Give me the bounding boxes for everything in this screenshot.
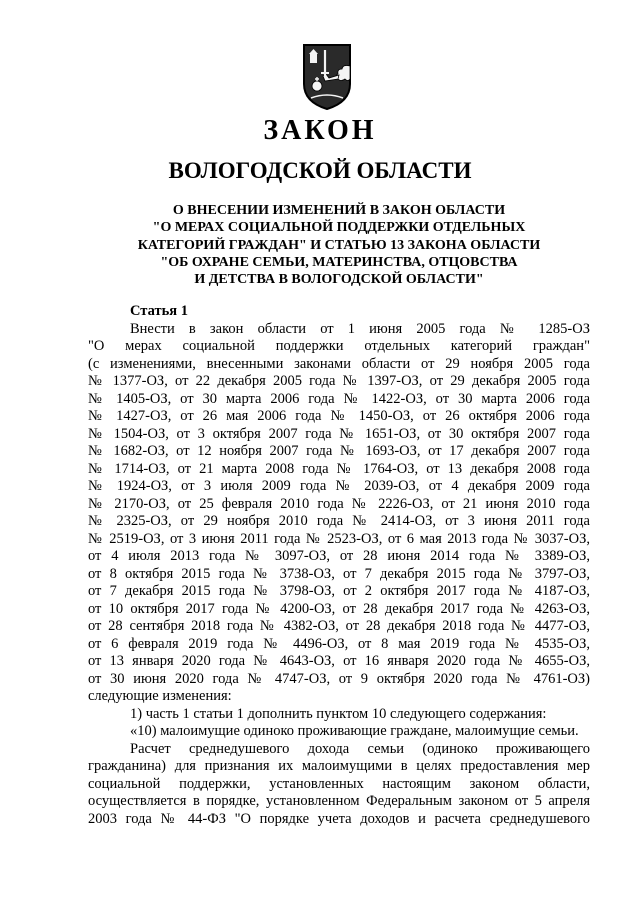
text-line: № 1504-ОЗ, от 3 октября 2007 года № 1651-ОЗ, от 30 октября 2007 года [88,425,590,442]
text-line: Расчет среднедушевого дохода семьи (одиноко проживающего [130,740,590,757]
heading-line: "ОБ ОХРАНЕ СЕМЬИ, МАТЕРИНСТВА, ОТЦОВСТВА [160,254,518,270]
text-line: гражданина) для признания их малоимущими в целях предоставления мер [88,758,590,774]
article-label: Статья 1 [130,303,188,319]
heading-line: "О МЕРАХ СОЦИАЛЬНОЙ ПОДДЕРЖКИ ОТДЕЛЬНЫХ [152,220,526,236]
text-line: № 1427-ОЗ, от 26 мая 2006 года № 1450-ОЗ, от 26 октября 2006 года [88,408,590,424]
coat-of-arms-icon [301,42,353,112]
text-line: от 7 декабря 2015 года № 3798-ОЗ, от 2 октября 2017 года № 4187-ОЗ, [88,583,590,599]
text-line: социальной поддержки, установленных настоящим законом области, [88,775,590,792]
text-line: № 1405-ОЗ, от 30 марта 2006 года № 1422-ОЗ, от 30 марта 2006 года [88,390,590,407]
text-line: № 1682-ОЗ, от 12 ноября 2007 года № 1693-ОЗ, от 17 декабря 2007 года [88,443,590,459]
law-heading [88,202,590,288]
text-line: от 13 января 2020 года № 4643-ОЗ, от 16 января 2020 года № 4655-ОЗ, [88,653,590,669]
text-line: от 8 октября 2015 года № 3738-ОЗ, от 7 декабря 2015 года № 3797-ОЗ, [88,565,590,582]
text-line: № 2519-ОЗ, от 3 июня 2011 года № 2523-ОЗ, от 6 мая 2013 года № 3037-ОЗ, [88,530,590,547]
amendment-point-10: «10) малоимущие одиноко проживающие граждане, малоимущие семьи. [130,723,579,739]
text-line: № 1924-ОЗ, от 3 июля 2009 года № 2039-ОЗ, от 4 декабря 2009 года [88,478,590,494]
heading-line: КАТЕГОРИЙ ГРАЖДАН" И СТАТЬЮ 13 ЗАКОНА ОБЛАСТИ [137,237,541,253]
heading-line: И ДЕТСТВА В ВОЛОГОДСКОЙ ОБЛАСТИ" [194,272,484,288]
amendment-item-1: 1) часть 1 статьи 1 дополнить пунктом 10 следующего содержания: [130,705,547,722]
text-line: Внести в закон области от 1 июня 2005 года № 1285-ОЗ [130,320,590,337]
text-line: № 2325-ОЗ, от 29 ноября 2010 года № 2414-ОЗ, от 3 июня 2011 года [88,513,590,529]
text-line: от 28 сентября 2018 года № 4382-ОЗ, от 28 декабря 2018 года № 4477-ОЗ, [88,618,590,634]
text-line: от 4 июля 2013 года № 3097-ОЗ, от 28 июня 2014 года № 3389-ОЗ, [88,548,590,564]
article-body [88,303,590,828]
text-line: 2003 года № 44-ФЗ "О порядке учета доходов и расчета среднедушевого [88,810,590,827]
text-line: "О мерах социальной поддержки отдельных категорий граждан" [88,338,590,354]
text-line: (с изменениями, внесенными законами области от 29 ноября 2005 года [88,355,590,372]
document-region: ВОЛОГОДСКОЙ ОБЛАСТИ [168,158,472,183]
text-line: № 1714-ОЗ, от 21 марта 2008 года № 1764-ОЗ, от 13 декабря 2008 года [88,460,590,477]
text-line: от 6 февраля 2019 года № 4496-ОЗ, от 8 мая 2019 года № 4535-ОЗ, [88,635,590,652]
heading-line: О ВНЕСЕНИИ ИЗМЕНЕНИЙ В ЗАКОН ОБЛАСТИ [172,203,506,218]
text-line: от 30 июня 2020 года № 4747-ОЗ, от 9 октября 2020 года № 4761-ОЗ) [88,670,590,687]
text-line: следующие изменения: [88,688,232,704]
text-line: № 2170-ОЗ, от 25 февраля 2010 года № 2226-ОЗ, от 21 июня 2010 года [88,495,590,512]
text-line: № 1377-ОЗ, от 22 декабря 2005 года № 1397-ОЗ, от 29 декабря 2005 года [88,373,590,389]
document-title: ЗАКОН [263,115,377,146]
text-line: осуществляется в порядке, установленном Федеральным законом от 5 апреля [88,793,590,809]
text-line: от 10 октября 2017 года № 4200-ОЗ, от 28 декабря 2017 года № 4263-ОЗ, [88,600,590,617]
